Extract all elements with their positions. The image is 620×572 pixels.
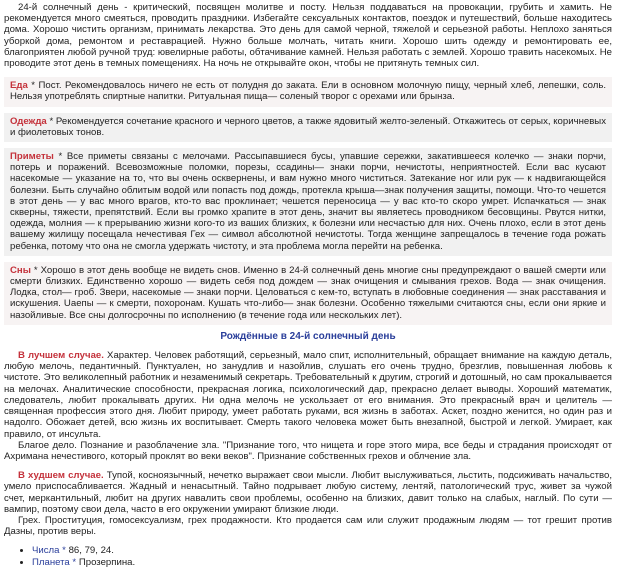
clothes-title: Одежда — [10, 115, 47, 127]
planet-value: Прозерпина. — [78, 556, 136, 568]
clothes-section — [4, 113, 612, 142]
planet-item — [32, 557, 612, 568]
dreams-section — [4, 262, 612, 325]
best-case-paragraph — [4, 350, 612, 440]
blessing-paragraph: Благое дело. Познание и разоблачение зла. "Признание того, что нищета и горе этого мира, все беды и страдания происходят от Ахримана нечестивого, который проклят во веки веков". Признание собственных грехов и облчение зла. — [4, 439, 612, 462]
food-title: Еда — [10, 80, 28, 92]
dreams-text: * Хорошо в этот день вообще не видеть снов. Именно в 24-й солнечный день многие сны предупреждают о вашей смерти или смерти близких. Единственно хорошо — видеть себя под дождем — знак очищения и смывания грехов. Вода — знак очищения. Лодка, стол— гроб. Звери, насекомые — знаки порчи. Целоваться с кем-то, вступать в любовные соединения — знак расставания и искушения. Uaeпы — к смерти, похоронам. Кушать что-либо— знак болезни. Особенно тяжелыми считаются сны, если они яркие и назойливые. Все сны долгосрочны по исполнению (в течение года или нескольких лет). — [10, 264, 606, 321]
dreams-title: Сны — [10, 264, 31, 276]
born-heading: Рождённые в 24-й солнечный день — [220, 330, 396, 342]
sin-paragraph: Грех. Проституция, гомосексуализм, грех продажности. Кто продается сам или служит продажным людям — тот грешит против Дазны, против веры. — [4, 514, 612, 538]
best-case-text: Характер. Человек работящий, серьезный, мало спит, исполнительный, обращает внимание на каждую деталь, любую мелочь, педантичный. Пунктуален, но занудлив и назойлив, слушать его очень трудно, брезглив, повышенная любовь к чистоте. Это великолепный работник и незаменимый секретарь. Требовательный к другим, строгий и дотошный, но сам прокалывается на мелочах. Аналитические способности, прекрасная логика, психологический дар, прекрасно делает выводы. Хороший математик, следователь, любит прокалывать других. Ни одна мелочь не ускользает от его внимания. Это прекрасный врач и целитель — священная профессия этого дня. Любит природу, умеет работать руками, вся жизнь в заботах. Аскет, поздно женится, но один раз и надолго. Обожает детей, всю жизнь их воспитывает. Смерть такого человека может быть внезапной, быстрой и легкой. Умирает, как правило, от инсульта. — [4, 350, 613, 440]
numbers-item — [32, 545, 612, 556]
best-case-title: В лучшем случае. — [18, 350, 104, 362]
omens-section — [4, 148, 612, 256]
facts-list — [4, 545, 612, 567]
food-section — [4, 77, 612, 106]
intro-paragraph: 24-й солнечный день - критический, посвящен молитве и посту. Нельзя поддаваться на провокации, грубить и хамить. Не рекомендуется много смеяться, проводить праздники. Избегайте сексуальных контактов, поездок и путешествий, больше находитесь дома. Хорошо чистить организм, принимать лекарства. Это день для самой черной, тяжелой и серьезной работы. Неплохо заняться уборкой дома, ремонтом и реставрацией. Нужно больше молчать, читать книги. Хорошо шить одежду и ремонтировать ее, благоприятен любой ручной труд: ювелирные работы, обтачивание камней. Нельзя работать с землей. Хорошо травить насекомых. Не проводите этот день в темных помещениях. На ночь не открывайте окон, чтобы не притянуть темных сил. — [4, 2, 612, 70]
worst-case-paragraph — [4, 470, 612, 515]
clothes-text: * Рекомендуется сочетание красного и черного цветов, а также ядовитый желто-зеленый. Откажитесь от серых, коричневых и фиолетовых тонов. — [10, 115, 606, 138]
omens-title: Приметы — [10, 151, 54, 163]
numbers-value: 86, 79, 24. — [68, 545, 114, 557]
planet-label: Планета * — [32, 556, 77, 568]
omens-text: * Все приметы связаны с мелочами. Рассыпавшиеся бусы, упавшие сережки, закатившееся колечко — знаки порчи, потерь и поражений. Всевозможные поломки, порезы, ссадины— знаки порчи, нечистоты, неприятностей. Если вас кусают насекомые — указание на то, что вы очень осквернены, и вам нужно много чиститься. Затекание ног или рук — к надвигающейся болезни. Быть случайно облитым водой или попасть под дождь, протекла крыша—знак получения защиты, помощи. Что-то чешется в этот день — у вас много врагов, кто-то вас проклинает; чешется переносица — у вас кто-то скоро умрет. Испачкаться — знак скверны, тяжести, препятствий. Если вы громко храпите в этот день, значит вы являетесь проводником бесовщины. Рвутся нитки, одежда, молния — к прерыванию жизни кого-то из ваших близких, к болезни или несчастью для них. Очень плохо, если в этот день вашему жилищу посещала нечестивая Гех — символ абсолютной нечистоты. Тогда женщине запрещалось в течение года рожать ребенка, потому что она не смогла удержать чистоту, и эта проблема могла перейти на ребенка. — [10, 151, 606, 252]
numbers-label: Числа * — [32, 545, 66, 557]
worst-case-text: Тупой, косноязычный, нечетко выражает свои мысли. Любит выслуживаться, льстить, подсиживать начальство, умело приспосабливается. Жадный и ненасытный. Тайно подрывает любую систему, лентяй, патологический трус, живет за чужой счет, меркантильный, любит на других навалить свои проблемы, особенно на близких, давит только на слабых, наглый. По сути — вампир, поэтому свои дела, часто в его окружении умирают близкие люди. — [4, 470, 613, 515]
food-text: * Пост. Рекомендовалось ничего не есть от полудня до заката. Ели в основном молочную пищу, черный хлеб, лепешки, соль. Нельзя употреблять спиртные напитки. Ритуальная пища— соленый творог с орехами или брынза. — [10, 80, 606, 103]
worst-case-title: В худшем случае. — [18, 470, 104, 482]
